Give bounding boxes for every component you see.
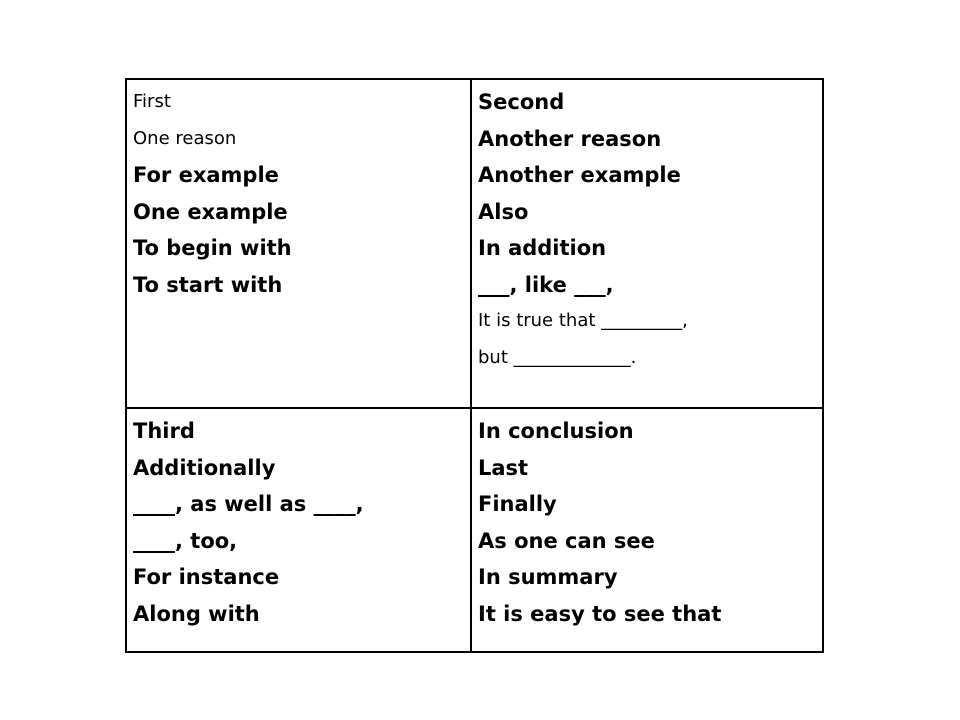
line-for-example: For example [133,163,279,187]
line-easy-to-see: It is easy to see that [478,601,722,626]
line-but-blank: but _____________. [478,346,637,368]
line-to-start-with: To start with [133,272,283,297]
table-row [126,79,823,408]
line-third: Third [133,419,195,443]
line-finally: Finally [478,492,557,516]
line-one-reason: One reason [133,127,237,149]
cell-second [471,79,823,408]
cell-conclusion [471,408,823,652]
line-in-conclusion: In conclusion [478,419,634,443]
transition-words-table [125,78,824,653]
table-row [126,408,823,652]
cell-first [126,79,471,408]
line-last: Last [478,455,529,480]
line-another-reason: Another reason [478,126,662,151]
line-for-instance: For instance [133,565,280,589]
line-to-begin-with: To begin with [133,236,292,260]
line-as-well-as: ____, as well as ____, [133,492,364,516]
line-also: Also [478,199,529,224]
line-along-with: Along with [133,601,260,626]
line-as-one-can-see: As one can see [478,528,655,553]
line-one-example: One example [133,199,288,224]
line-another-example: Another example [478,163,681,187]
line-in-addition: In addition [478,236,607,260]
line-second: Second [478,90,565,114]
line-it-is-true-that: It is true that _________, [478,310,688,331]
line-like-blank: ___, like ___, [478,272,614,297]
line-first: First [133,91,171,112]
line-in-summary: In summary [478,565,618,589]
line-additionally: Additionally [133,455,276,480]
cell-third [126,408,471,652]
line-too: ____, too, [133,528,238,553]
